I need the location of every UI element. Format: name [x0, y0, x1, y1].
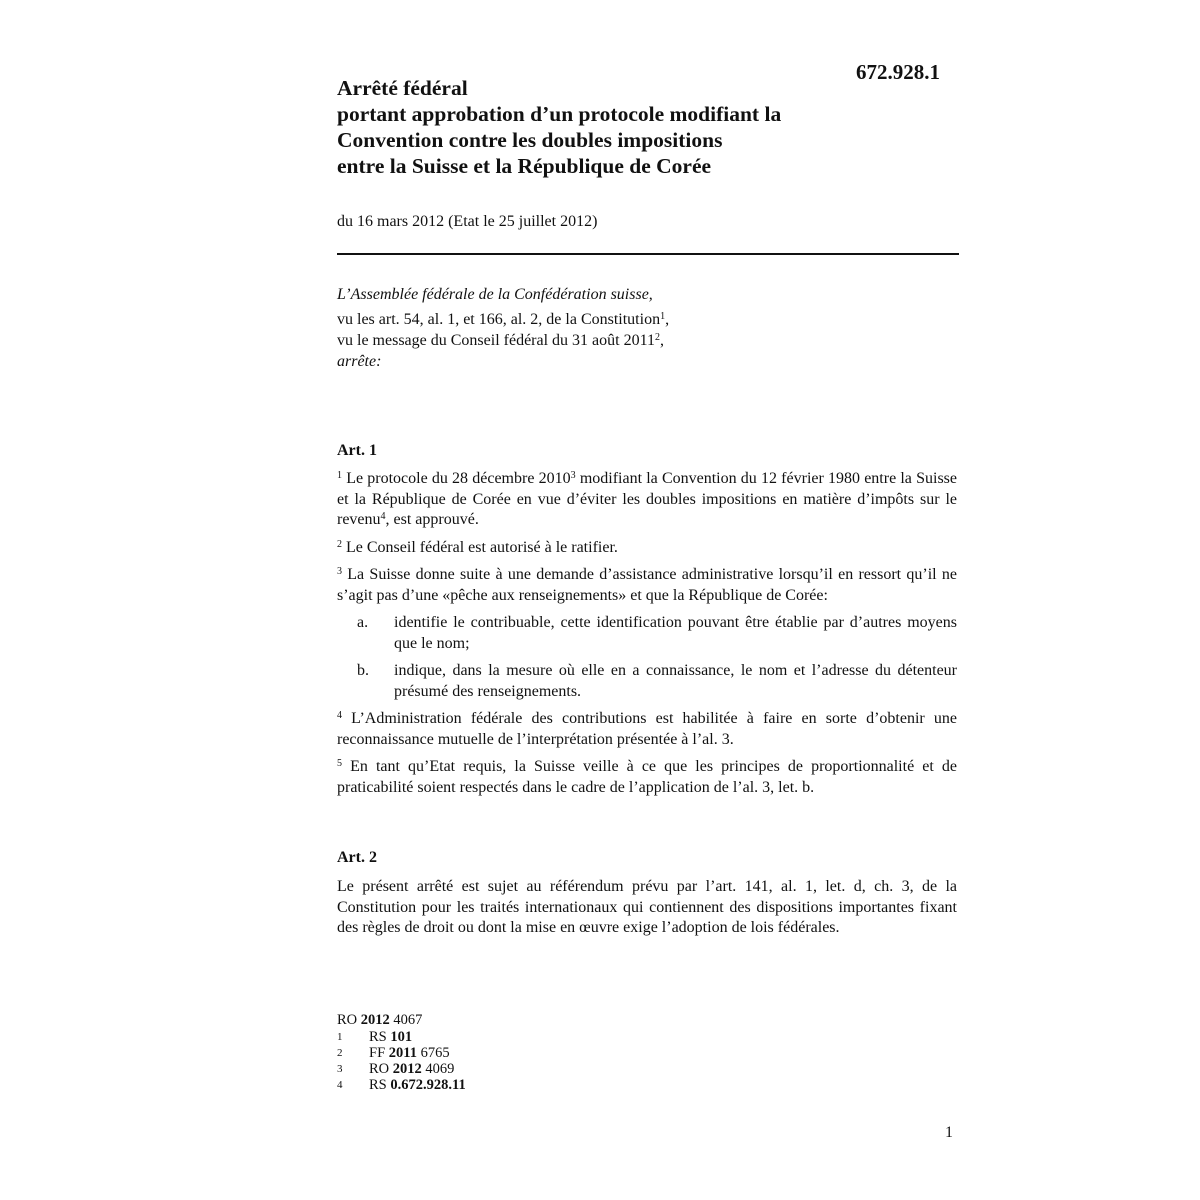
title-line: Convention contre les doubles impositions [337, 128, 723, 152]
article-1-body [337, 469, 957, 805]
article-1-paragraph-1: $^1$ Le protocole du 28 décembre 2010$^3$ modifiant la Convention du 12 février 1980 entre la Suisse et la République de Corée en vue d’éviter les doubles impositions en matière d’impôts sur le revenu$^4$, est approuvé. [337, 470, 957, 528]
preamble-decree: arrête: [337, 353, 382, 370]
footnote: 2 FF 2011 6765 [337, 1045, 450, 1061]
footnote: 3 RO 2012 4069 [337, 1061, 455, 1077]
footnote-ref[interactable]: 4 [380, 511, 386, 522]
footnotes [337, 1011, 957, 1093]
preamble [337, 284, 957, 372]
title-line: portant approbation d’un protocole modifiant la [337, 102, 782, 126]
footnote-ref[interactable]: 1 [660, 311, 666, 322]
ro-reference: RO 2012 4067 [337, 1012, 423, 1028]
preamble-basis-message: vu le message du Conseil fédéral du 31 août 2011$^2$, [337, 332, 664, 349]
preamble-assembly: L’Assemblée fédérale de la Confédération suisse, [337, 286, 653, 303]
sr-number: 672.928.1 [856, 60, 940, 84]
article-1-letter-list [337, 613, 957, 702]
article-2-body [337, 877, 957, 946]
horizontal-rule [337, 253, 959, 255]
footnote: 4 RS 0.672.928.11 [337, 1077, 466, 1093]
footnote-ref[interactable]: 2 [655, 332, 660, 343]
dateline: du 16 mars 2012 (Etat le 25 juillet 2012) [337, 213, 598, 230]
document-title [337, 75, 957, 179]
article-1-heading: Art. 1 [337, 442, 377, 459]
article-1-paragraph-2: $^2$ Le Conseil fédéral est autorisé à le ratifier. [337, 538, 618, 556]
article-1-paragraph-3: $^3$ La Suisse donne suite à une demande d’assistance administrative lorsqu’il en ressort qu’il ne s’agit pas d’une «pêche aux renseignements» et que la République de Corée: [337, 566, 957, 604]
page-number: 1 [945, 1124, 953, 1141]
list-item: a. identifie le contribuable, cette identification pouvant être établie par d’autres moyens que le nom; [357, 614, 957, 652]
article-2-heading: Art. 2 [337, 849, 377, 866]
title-line: entre la Suisse et la République de Corée [337, 154, 712, 178]
footnote: 1 RS 101 [337, 1029, 413, 1045]
title-line: Arrêté fédéral [337, 76, 468, 100]
article-2-paragraph: Le présent arrêté est sujet au référendum prévu par l’art. 141, al. 1, let. d, ch. 3, de la Constitution pour les traités internationaux qui contiennent des dispositions importantes fixant des règles de droit ou dont la mise en œuvre exige l’adoption de lois fédérales. [337, 878, 957, 936]
preamble-basis-constitution: vu les art. 54, al. 1, et 166, al. 2, de la Constitution$^1$, [337, 311, 670, 328]
article-1-paragraph-5: $^5$ En tant qu’Etat requis, la Suisse veille à ce que les principes de proportionnalité et de praticabilité soient respectés dans le cadre de l’application de l’al. 3, let. b. [337, 758, 957, 796]
list-item: b. indique, dans la mesure où elle en a connaissance, le nom et l’adresse du détenteur présumé des renseignements. [357, 662, 957, 700]
footnote-ref[interactable]: 3 [570, 470, 576, 481]
article-1-paragraph-4: $^4$ L’Administration fédérale des contributions est habilitée à faire en sorte d’obtenir une reconnaissance mutuelle de l’interprétation présentée à l’al. 3. [337, 710, 957, 748]
